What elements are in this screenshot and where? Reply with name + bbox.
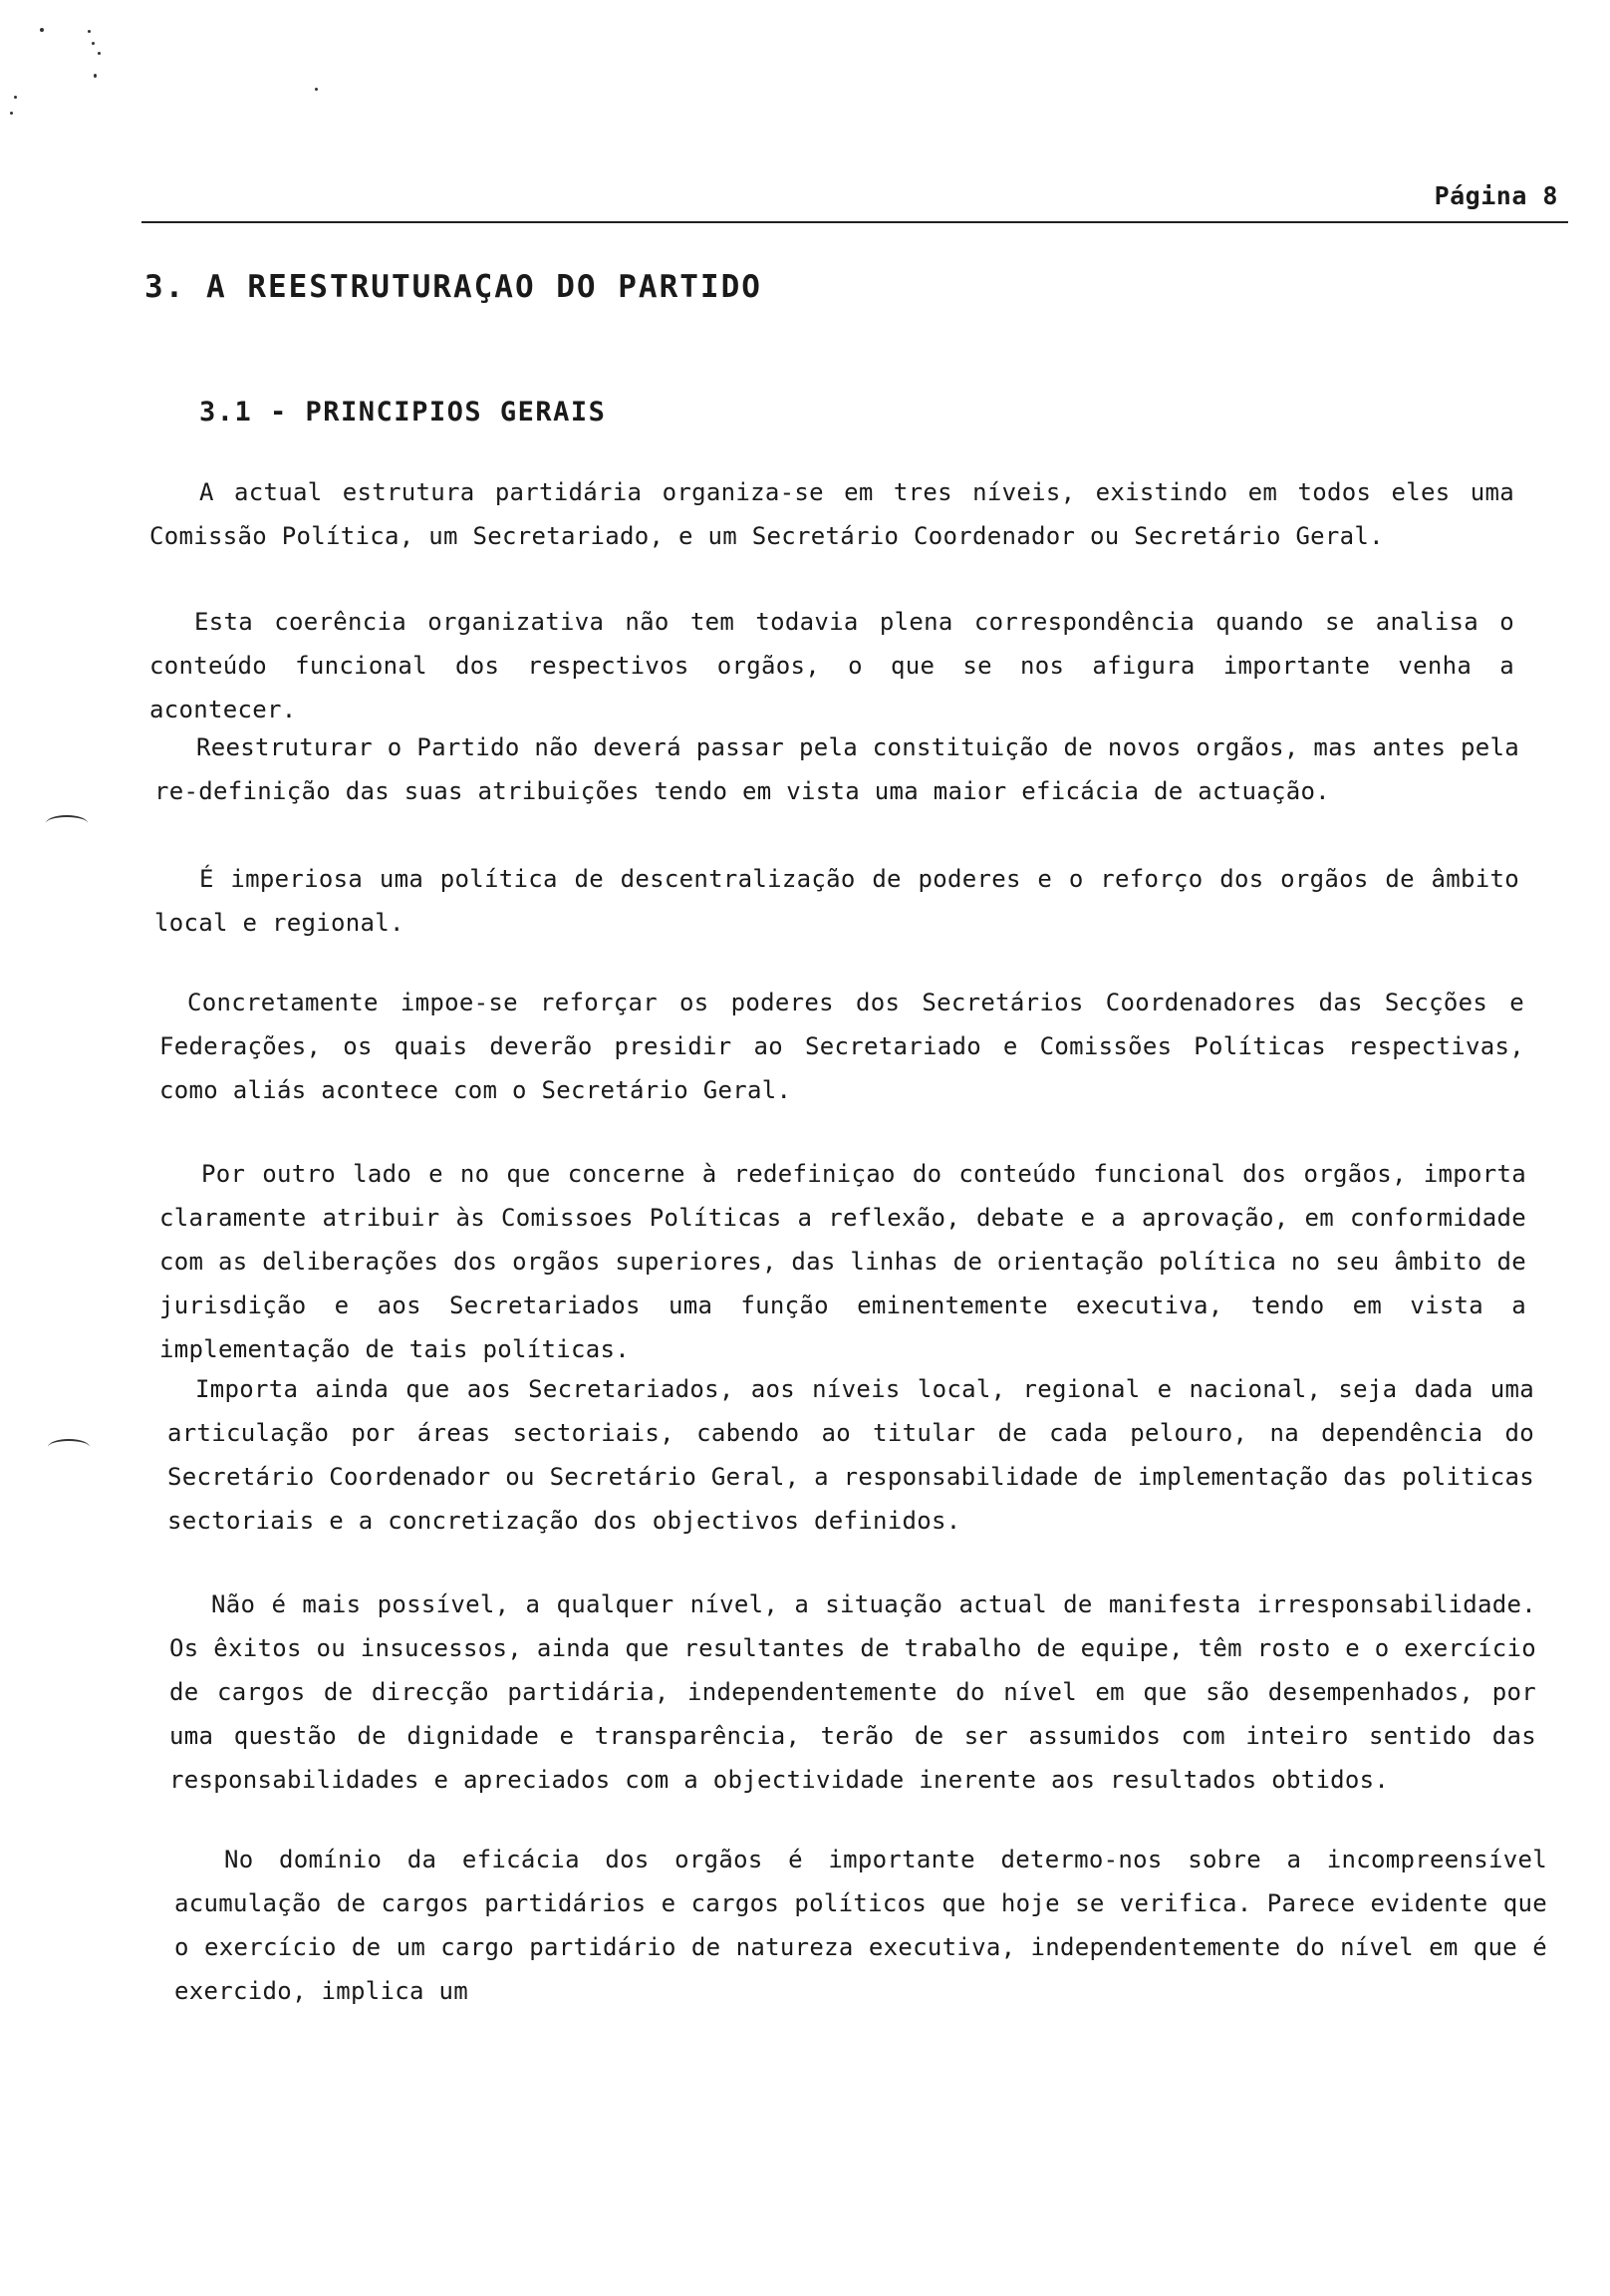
paragraph: Por outro lado e no que concerne à redefiniçao do conteúdo funcional dos orgãos, importa claramente atribuir às Comissoes Políticas a reflexão, debate e a aprovação, em conformidade com as deliberações dos orgãos superiores, das linhas de orientação política no seu âmbito de jurisdição e aos Secretariados uma função eminentemente executiva, tendo em vista a implementação de tais políticas. [159, 1160, 1526, 1363]
paragraph: Concretamente impoe-se reforçar os poderes dos Secretários Coordenadores das Secções e Federações, os quais deverão presidir ao Secretariado e Comissões Políticas respectivas, como aliás acontece com o Secretário Geral. [159, 989, 1524, 1104]
paragraph: Reestruturar o Partido não deverá passar pela constituição de novos orgãos, mas antes pela re-definição das suas atribuições tendo em vista uma maior eficácia de actuação. [154, 733, 1519, 805]
page-number: Página 8 [1434, 181, 1558, 210]
paragraph: É imperiosa uma política de descentralização de poderes e o reforço dos orgãos de âmbito local e regional. [154, 865, 1519, 937]
paragraph: A actual estrutura partidária organiza-se em tres níveis, existindo em todos eles uma Comissão Política, um Secretariado, e um Secretário Coordenador ou Secretário Geral. [149, 478, 1514, 550]
scan-speck [10, 112, 13, 115]
paragraph: No domínio da eficácia dos orgãos é importante determo-nos sobre a incompreensível acumulação de cargos partidários e cargos políticos que hoje se verifica. Parece evidente que o exercício de um cargo partidário de natureza executiva, independentemente do nível em que é exercido, implica um [174, 1846, 1547, 2005]
punch-hole-mark [46, 815, 88, 831]
paragraph: Não é mais possível, a qualquer nível, a situação actual de manifesta irresponsabilidade. Os êxitos ou insucessos, ainda que resultantes de trabalho de equipe, têm rosto e o exercício de cargos de direcção partidária, independentemente do nível em que são desempenhados, por uma questão de dignidade e transparência, terão de ser assumidos com inteiro sentido das responsabilidades e apreciados com a objectividade inerente aos resultados obtidos. [169, 1590, 1536, 1794]
scan-speck [14, 96, 17, 99]
scan-speck [88, 30, 91, 33]
scan-speck [40, 28, 44, 32]
header-rule [141, 221, 1568, 223]
paragraph: Importa ainda que aos Secretariados, aos níveis local, regional e nacional, seja dada uma articulação por áreas sectoriais, cabendo ao titular de cada pelouro, na dependência do Secretário Coordenador ou Secretário Geral, a responsabilidade de implementação das politicas sectoriais e a concretização dos objectivos definidos. [167, 1375, 1534, 1535]
paragraph: Esta coerência organizativa não tem todavia plena correspondência quando se analisa o conteúdo funcional dos respectivos orgãos, o que se nos afigura importante venha a acontecer. [149, 608, 1514, 723]
scan-speck [94, 74, 97, 78]
section-title: 3. A REESTRUTURAÇAO DO PARTIDO [144, 269, 762, 305]
scan-speck [92, 42, 95, 45]
punch-hole-mark [48, 1439, 90, 1455]
scan-speck [315, 88, 318, 91]
subsection-title: 3.1 - PRINCIPIOS GERAIS [199, 397, 607, 428]
scan-speck [98, 52, 101, 55]
